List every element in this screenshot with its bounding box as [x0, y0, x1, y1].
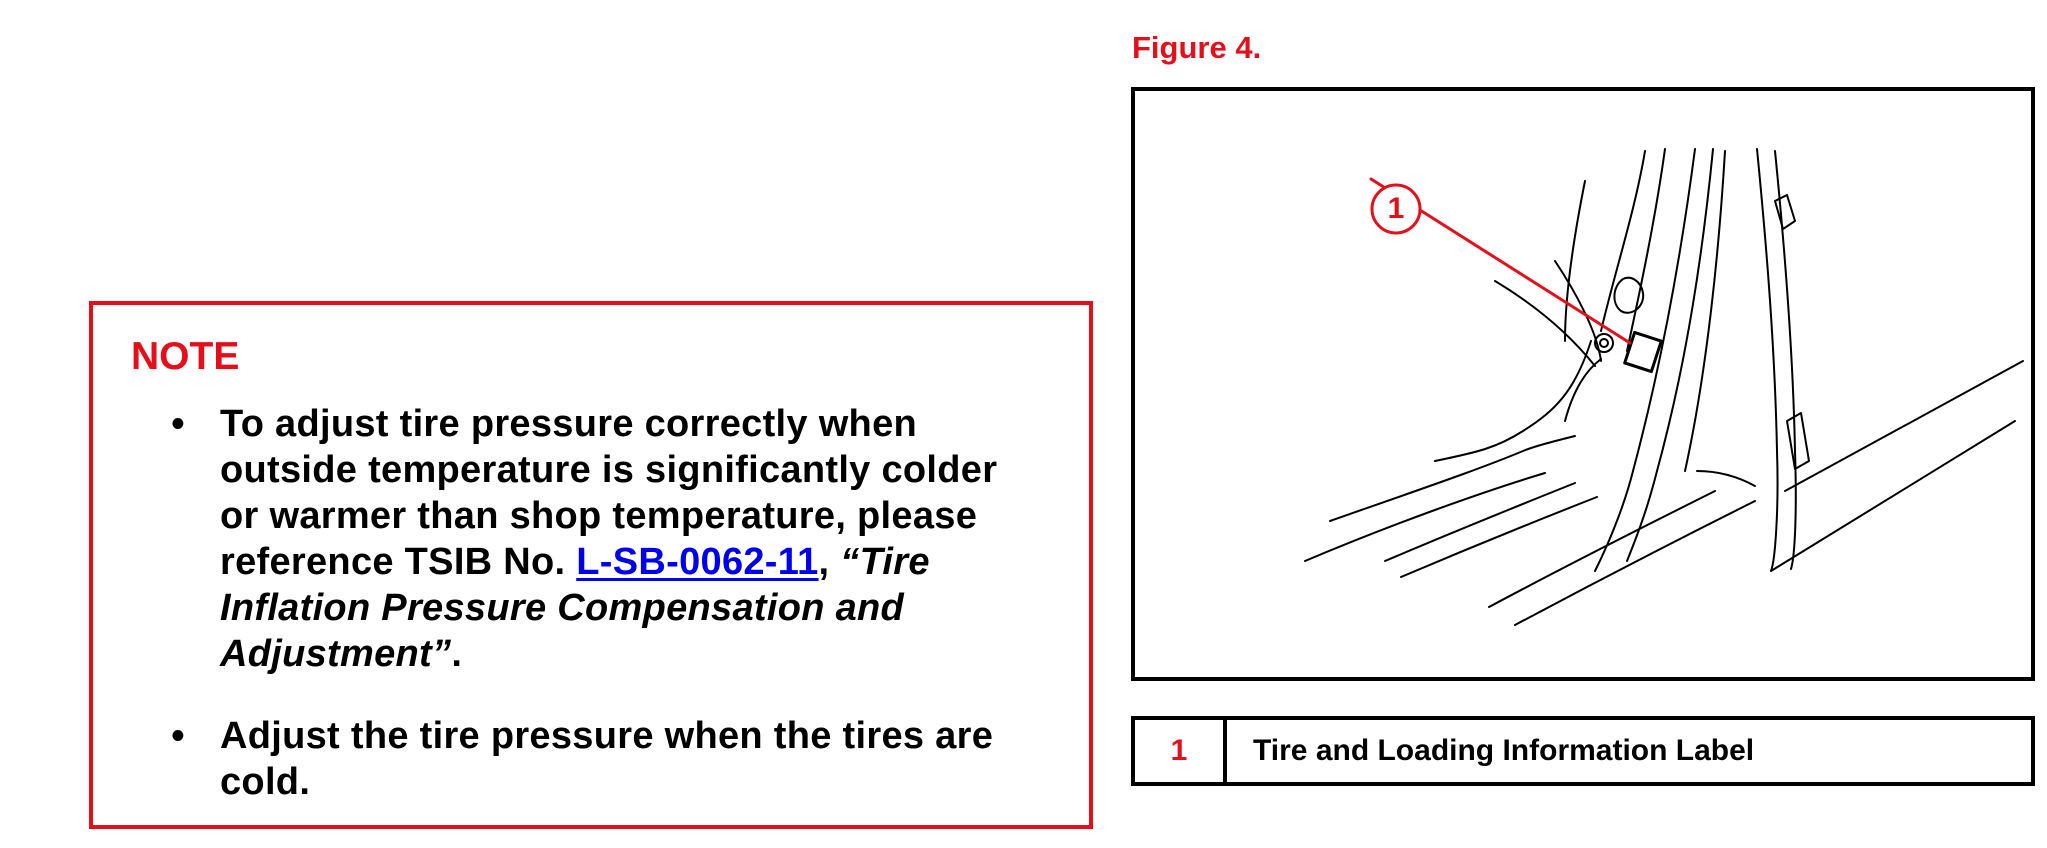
- figure-title: Figure 4.: [1132, 30, 1262, 65]
- legend-label: Tire and Loading Information Label: [1253, 734, 1755, 767]
- note-bullet-2: [163, 713, 1023, 805]
- bullet-text: Adjust the tire pressure when the tires are cold.: [220, 715, 994, 803]
- door-pillar-illustration: [1135, 91, 2031, 677]
- tsib-title: “Tire Inflation Pressure Compensation and Adjustment”: [220, 541, 930, 675]
- legend-number: 1: [1135, 720, 1227, 782]
- bullet-dot: •: [171, 403, 185, 445]
- note-box: [89, 301, 1093, 829]
- note-bullet-1: [163, 401, 1023, 677]
- bullet-text: To adjust tire pressure correctly when outside temperature is significantly colder or warmer than shop temperature, please reference TSIB No. L-SB-0062-11, “Tire Inflation Pressure Compensation and Adjustment”.: [220, 403, 998, 675]
- note-title: NOTE: [131, 335, 240, 378]
- tsib-link[interactable]: L-SB-0062-11: [576, 541, 819, 583]
- figure-legend-table: [1131, 716, 2035, 786]
- bullet-dot: •: [171, 715, 185, 757]
- figure-box: [1131, 87, 2035, 681]
- callout-number-1: 1: [1387, 192, 1405, 225]
